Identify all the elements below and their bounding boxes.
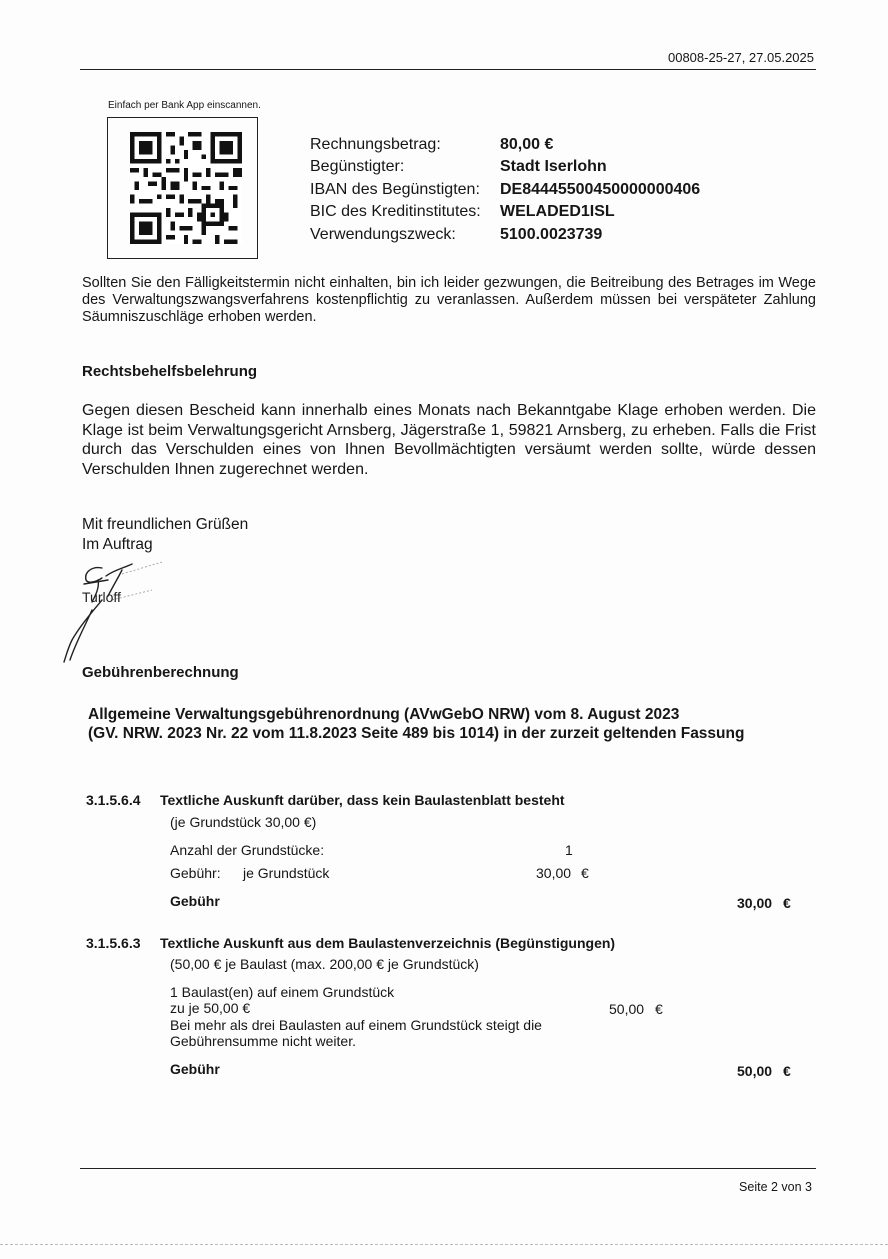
fee-item-2-rate: (50,00 € je Baulast (max. 200,00 € je Grundstück) <box>170 956 479 972</box>
fee-item-1-title: Textliche Auskunft darüber, dass kein Baulastenblatt besteht <box>160 792 565 808</box>
payment-label-bic: BIC des Kreditinstitutes: <box>310 203 481 220</box>
header-divider <box>80 69 816 70</box>
fee-item-2-total-currency: € <box>783 1063 791 1079</box>
fee-item-2-title: Textliche Auskunft aus dem Baulastenverzeichnis (Begünstigungen) <box>160 935 616 951</box>
legal-title: Rechtsbehelfsbelehrung <box>82 363 258 380</box>
payment-value-amount: 80,00 € <box>500 136 554 153</box>
fee-item-2-total-amount: 50,00 <box>737 1063 773 1079</box>
payment-label-reference: Verwendungszweck: <box>310 226 456 243</box>
fee-item-1-fee-label: Gebühr: <box>170 865 221 881</box>
fee-item-2-line-2-amount: 50,00 <box>609 1001 645 1017</box>
fee-item-1-total-currency: € <box>783 895 791 911</box>
law-line-1: Allgemeine Verwaltungsgebührenordnung (AVwGebO NRW) vom 8. August 2023 <box>88 706 680 723</box>
fee-item-2-line-1: 1 Baulast(en) auf einem Grundstück <box>170 984 395 1000</box>
fee-item-1-fee-amount: 30,00 <box>536 865 572 881</box>
fee-item-1-fee-currency: € <box>581 865 589 881</box>
fee-item-2-number: 3.1.5.6.3 <box>86 935 141 951</box>
closing-greeting: Mit freundlichen Grüßen <box>82 516 249 533</box>
payment-label-beneficiary: Begünstigter: <box>310 158 405 175</box>
scan-edge-line <box>0 1244 888 1245</box>
fee-item-1-total-label: Gebühr <box>170 893 220 909</box>
qr-code-frame <box>107 117 258 259</box>
payment-label-amount: Rechnungsbetrag: <box>310 136 441 153</box>
fee-item-1-count-label: Anzahl der Grundstücke: <box>170 842 325 858</box>
signature-name: Turloff <box>82 589 121 605</box>
fee-item-2-line-4: Gebührensumme nicht weiter. <box>170 1033 356 1049</box>
fee-item-1-total-amount: 30,00 <box>737 895 773 911</box>
payment-value-iban: DE84445500450000000406 <box>500 181 701 198</box>
fee-item-1-rate: (je Grundstück 30,00 €) <box>170 814 317 830</box>
fee-item-2-line-2-currency: € <box>655 1001 663 1017</box>
fee-item-1-count-value: 1 <box>565 842 573 858</box>
signature <box>62 560 182 665</box>
payment-value-bic: WELADED1ISL <box>500 203 615 220</box>
fee-item-2-total-label: Gebühr <box>170 1061 220 1077</box>
closing-on-behalf: Im Auftrag <box>82 536 153 553</box>
payment-notice: Sollten Sie den Fälligkeitstermin nicht einhalten, bin ich leider gezwungen, die Beitreibung des Betrages im Wege des Verwaltungszwangsverfahrens kostenpflichtig zu veranlassen. Außerdem müssen bei verspäteter Zahlung Säumniszuschläge erhoben werden. <box>82 275 816 325</box>
payment-value-reference: 5100.0023739 <box>500 226 603 243</box>
document-reference: 00808-25-27, 27.05.2025 <box>667 50 814 65</box>
fee-item-2-line-3: Bei mehr als drei Baulasten auf einem Grundstück steigt die <box>170 1017 542 1033</box>
fees-title: Gebührenberechnung <box>82 664 239 681</box>
page-number: Seite 2 von 3 <box>739 1180 812 1194</box>
footer-divider <box>80 1168 816 1169</box>
legal-text: Gegen diesen Bescheid kann innerhalb eines Monats nach Bekanntgabe Klage erhoben werden. Die Klage ist beim Verwaltungsgericht Arnsberg, Jägerstraße 1, 59821 Arnsberg, zu erheben. Falls die Frist durch das Verschulden eines von Ihnen Bevollmächtigten versäumt werden sollte, würde dessen Verschulden Ihnen zugerechnet werden. <box>82 402 816 478</box>
payment-value-beneficiary: Stadt Iserlohn <box>500 158 607 175</box>
fee-item-2-line-2: zu je 50,00 € <box>170 1000 251 1016</box>
payment-label-iban: IBAN des Begünstigten: <box>310 181 480 198</box>
qr-code <box>130 132 242 244</box>
fee-item-1-fee-per: je Grundstück <box>243 865 330 881</box>
qr-caption: Einfach per Bank App einscannen. <box>108 100 261 111</box>
fee-item-1-number: 3.1.5.6.4 <box>86 792 141 808</box>
law-line-2: (GV. NRW. 2023 Nr. 22 vom 11.8.2023 Seite 489 bis 1014) in der zurzeit geltenden Fassung <box>88 725 745 742</box>
